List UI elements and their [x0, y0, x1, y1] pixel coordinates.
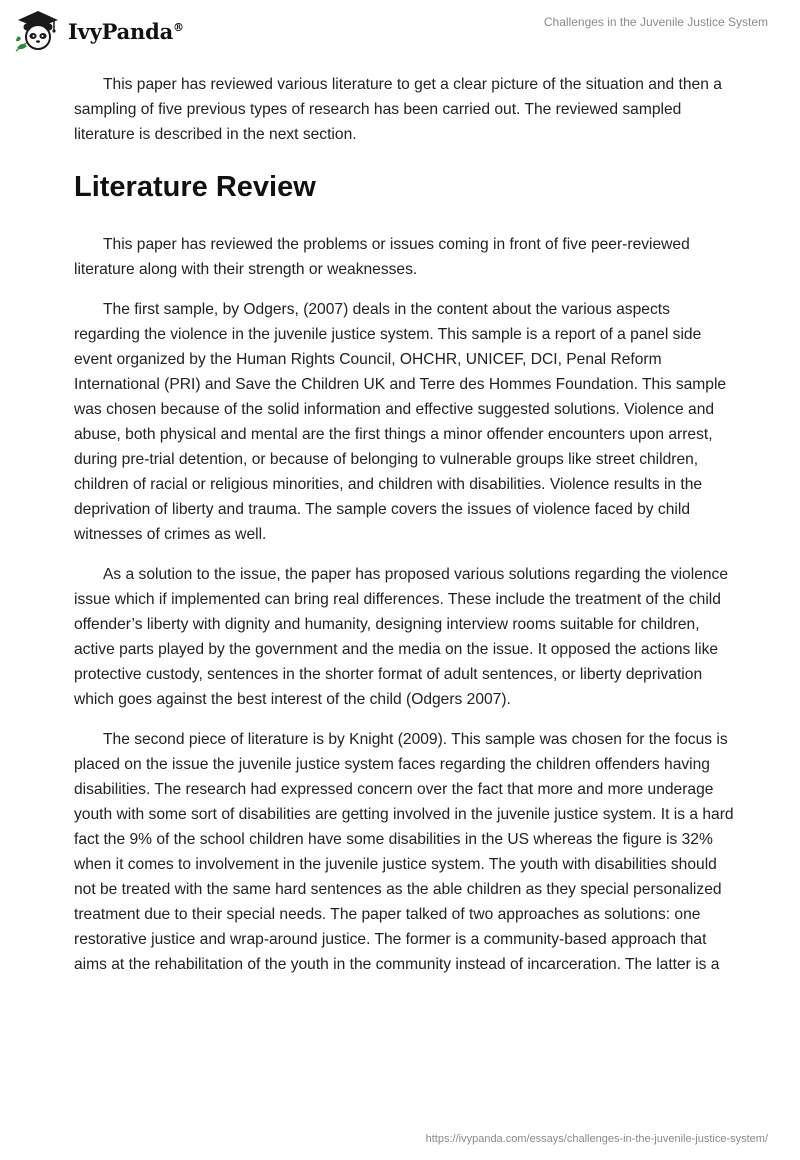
section-heading: Literature Review: [74, 171, 316, 203]
essay-content: [74, 72, 734, 992]
body-paragraph: This paper has reviewed the problems or issues coming in front of five peer-reviewed literature along with their strength or weaknesses.: [74, 236, 690, 278]
body-paragraph: The first sample, by Odgers, (2007) deals in the content about the various aspects regarding the violence in the juvenile justice system. This sample is a report of a panel side event organized by the Human Rights Council, OHCHR, UNICEF, DCI, Penal Reform International (PRI) and Save the Children UK and Terre des Hommes Foundation. This sample was chosen because of the solid information and effective suggested solutions. Violence and abuse, both physical and mental are the first things a minor offender encounters upon arrest, during pre-trial detention, or because of belonging to vulnerable groups like street children, children of racial or religious minorities, and children with disabilities. Violence results in the deprivation of liberty and trauma. The sample covers the issues of violence faced by child witnesses of crimes as well.: [74, 301, 727, 543]
intro-paragraph: This paper has reviewed various literature to get a clear picture of the situation and then a sampling of five previous types of research has been carried out. The reviewed sampled literature is described in the next section.: [74, 76, 722, 143]
body-paragraph: As a solution to the issue, the paper has proposed various solutions regarding the violence issue which if implemented can bring real differences. These include the treatment of the child offender’s liberty with dignity and humanity, designing interview rooms suitable for children, active parts played by the government and the media on the issue. It opposed the actions like protective custody, sentences in the shorter format of adult sentences, or liberty deprivation which goes against the best interest of the child (Odgers 2007).: [74, 566, 729, 708]
panda-logo-icon: [14, 8, 62, 52]
brand-name-text: IvyPanda: [68, 18, 174, 44]
registered-mark: ®: [173, 20, 184, 34]
brand-logo[interactable]: [14, 8, 184, 52]
page-header: [0, 0, 800, 60]
body-paragraph: The second piece of literature is by Knight (2009). This sample was chosen for the focus is placed on the issue the juvenile justice system faces regarding the children offenders having disabilities. The research had expressed concern over the fact that more and more underage youth with some sort of disabilities are getting involved in the juvenile justice system. It is a hard fact the 9% of the school children have some disabilities in the US whereas the figure is 32% when it comes to involvement in the juvenile justice system. The youth with disabilities should not be treated with the same hard sentences as the able children as they special personalized treatment due to their special needs. The paper talked of two approaches as solutions: one restorative justice and wrap-around justice. The former is a community-based approach that aims at the rehabilitation of the youth in the community instead of incarceration. The latter is a: [74, 731, 734, 973]
brand-name: [68, 19, 184, 44]
document-title: Challenges in the Juvenile Justice System: [543, 15, 768, 29]
source-url-link[interactable]: https://ivypanda.com/essays/challenges-in-the-juvenile-justice-system/: [425, 1133, 768, 1145]
